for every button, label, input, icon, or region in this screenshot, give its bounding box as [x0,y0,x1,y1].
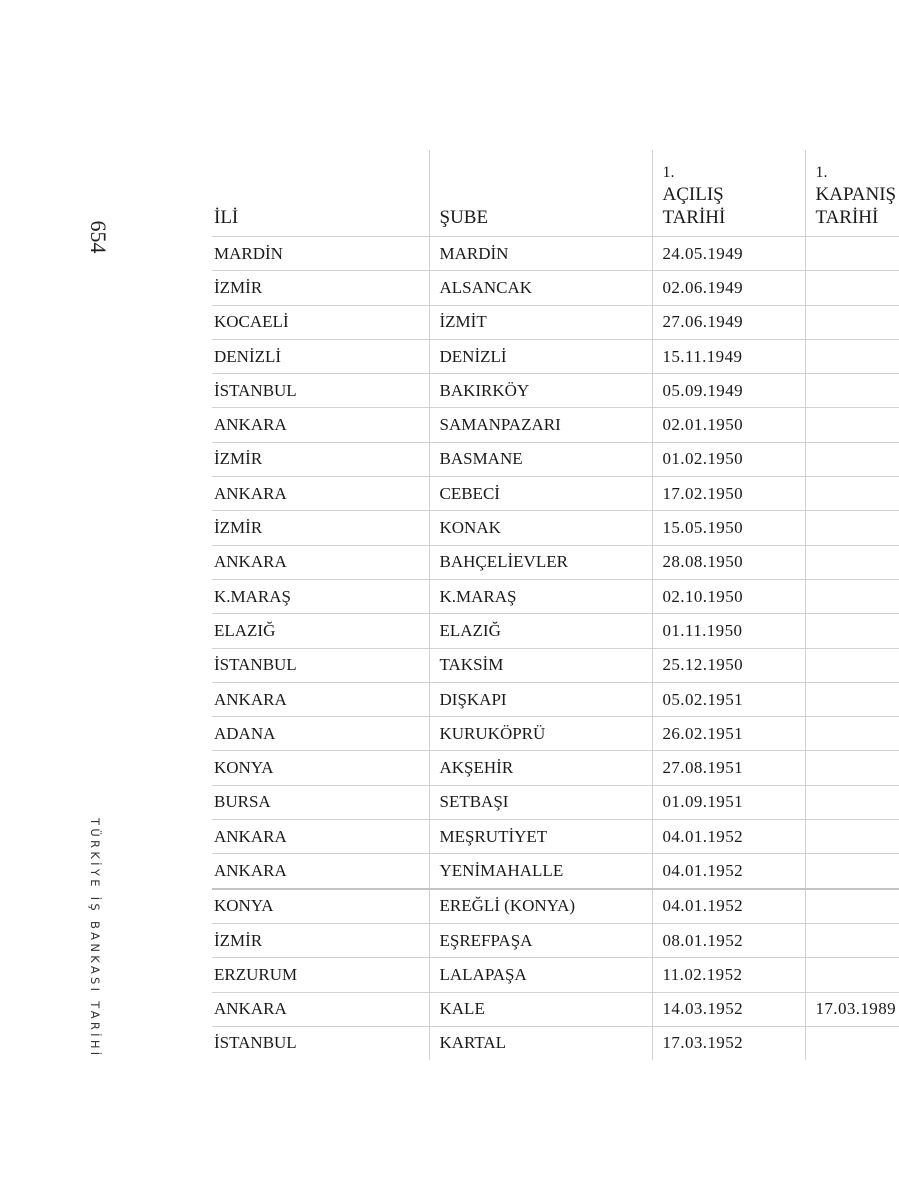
cell-sube: BAHÇELİEVLER [429,545,652,579]
table-row [212,889,899,924]
table-body [212,237,899,1061]
cell-kapanis [805,511,899,545]
table-row [212,1026,899,1060]
cell-kapanis [805,648,899,682]
cell-acilis: 14.03.1952 [652,992,805,1026]
table-row [212,820,899,854]
cell-kapanis [805,237,899,271]
cell-il: İZMİR [212,511,429,545]
header-kapanis-line2: TARİHİ [815,207,879,228]
table-row [212,579,899,613]
header-acilis-line1: AÇILIŞ [662,184,724,205]
table-row [212,408,899,442]
cell-kapanis [805,374,899,408]
cell-sube: K.MARAŞ [429,579,652,613]
cell-il: İZMİR [212,271,429,305]
header-acilis-number: 1. [662,164,675,181]
cell-acilis: 27.06.1949 [652,305,805,339]
cell-sube: İZMİT [429,305,652,339]
cell-il: KOCAELİ [212,305,429,339]
cell-sube: CEBECİ [429,477,652,511]
header-kapanis [805,150,899,237]
cell-sube: TAKSİM [429,648,652,682]
cell-sube: LALAPAŞA [429,958,652,992]
cell-il: KONYA [212,889,429,924]
cell-kapanis [805,854,899,889]
table-row [212,648,899,682]
table-row [212,751,899,785]
cell-il: ANKARA [212,854,429,889]
table-header-row [212,150,899,237]
table-row [212,614,899,648]
cell-kapanis [805,339,899,373]
cell-acilis: 04.01.1952 [652,854,805,889]
page-number: 654 [86,220,111,254]
cell-kapanis [805,1026,899,1060]
cell-il: İSTANBUL [212,374,429,408]
table-row [212,271,899,305]
header-kapanis-number: 1. [815,164,828,181]
cell-kapanis [805,958,899,992]
cell-il: ANKARA [212,545,429,579]
cell-kapanis: 17.03.1989 [805,992,899,1026]
cell-il: ERZURUM [212,958,429,992]
cell-il: K.MARAŞ [212,579,429,613]
table-row [212,305,899,339]
cell-il: İZMİR [212,442,429,476]
branch-table-container [212,150,899,1060]
table-row [212,785,899,819]
cell-acilis: 26.02.1951 [652,717,805,751]
header-kapanis-line1: KAPANIŞ [815,184,897,205]
table-row [212,682,899,716]
cell-acilis: 25.12.1950 [652,648,805,682]
cell-sube: KURUKÖPRÜ [429,717,652,751]
cell-kapanis [805,545,899,579]
cell-il: İSTANBUL [212,648,429,682]
cell-acilis: 05.02.1951 [652,682,805,716]
cell-kapanis [805,785,899,819]
cell-kapanis [805,442,899,476]
cell-sube: DENİZLİ [429,339,652,373]
cell-sube: SETBAŞI [429,785,652,819]
cell-il: ANKARA [212,682,429,716]
cell-acilis: 27.08.1951 [652,751,805,785]
cell-acilis: 01.09.1951 [652,785,805,819]
cell-sube: BAKIRKÖY [429,374,652,408]
table-row [212,958,899,992]
cell-kapanis [805,923,899,957]
cell-sube: ALSANCAK [429,271,652,305]
cell-il: ADANA [212,717,429,751]
cell-acilis: 15.05.1950 [652,511,805,545]
cell-il: ELAZIĞ [212,614,429,648]
cell-il: DENİZLİ [212,339,429,373]
cell-il: İSTANBUL [214,1033,297,1053]
cell-acilis: 02.06.1949 [652,271,805,305]
cell-sube: KONAK [429,511,652,545]
cell-kapanis [805,579,899,613]
cell-kapanis [805,614,899,648]
cell-kapanis [805,751,899,785]
cell-sube: KALE [429,992,652,1026]
table-row [212,717,899,751]
cell-il: ANKARA [212,992,429,1026]
cell-kapanis [805,305,899,339]
cell-sube: MARDİN [429,237,652,271]
cell-il: ANKARA [212,477,429,511]
table-row [212,477,899,511]
running-title: TÜRKİYE İŞ BANKASI TARİHİ [88,818,102,1059]
cell-acilis: 02.01.1950 [652,408,805,442]
header-sube: ŞUBE [429,150,652,237]
cell-kapanis [805,717,899,751]
cell-sube: YENİMAHALLE [429,854,652,889]
table-row [212,374,899,408]
cell-kapanis [805,820,899,854]
table-row [212,545,899,579]
cell-il: MARDİN [212,237,429,271]
cell-sube: DIŞKAPI [429,682,652,716]
branch-table [212,150,899,1060]
cell-kapanis [805,477,899,511]
cell-kapanis [805,408,899,442]
cell-il: ANKARA [212,820,429,854]
cell-acilis: 17.02.1950 [652,477,805,511]
cell-acilis: 15.11.1949 [652,339,805,373]
cell-acilis: 05.09.1949 [652,374,805,408]
cell-sube: KARTAL [429,1026,652,1060]
cell-acilis: 11.02.1952 [652,958,805,992]
cell-il: ANKARA [212,408,429,442]
header-il: İLİ [212,150,429,237]
table-row [212,442,899,476]
cell-acilis: 28.08.1950 [652,545,805,579]
table-row [212,339,899,373]
cell-il: BURSA [212,785,429,819]
cell-sube: MEŞRUTİYET [429,820,652,854]
table-row [212,511,899,545]
header-acilis [652,150,805,237]
cell-sube: SAMANPAZARI [429,408,652,442]
cell-sube: EŞREFPAŞA [429,923,652,957]
cell-sube: EREĞLİ (KONYA) [429,889,652,924]
cell-acilis: 04.01.1952 [652,820,805,854]
cell-acilis: 01.11.1950 [652,614,805,648]
cell-acilis: 02.10.1950 [652,579,805,613]
cell-acilis: 01.02.1950 [652,442,805,476]
cell-il: İZMİR [212,923,429,957]
cell-kapanis [805,271,899,305]
table-row [212,237,899,271]
table-row [212,992,899,1026]
cell-acilis: 04.01.1952 [652,889,805,924]
cell-acilis: 17.03.1952 [652,1026,805,1060]
cell-sube: BASMANE [429,442,652,476]
cell-acilis: 24.05.1949 [652,237,805,271]
cell-sube: AKŞEHİR [429,751,652,785]
cell-il: KONYA [212,751,429,785]
table-row [212,854,899,889]
cell-acilis: 08.01.1952 [652,923,805,957]
cell-sube: ELAZIĞ [429,614,652,648]
cell-kapanis [805,889,899,924]
table-row [212,923,899,957]
header-acilis-line2: TARİHİ [662,207,726,228]
cell-kapanis [805,682,899,716]
